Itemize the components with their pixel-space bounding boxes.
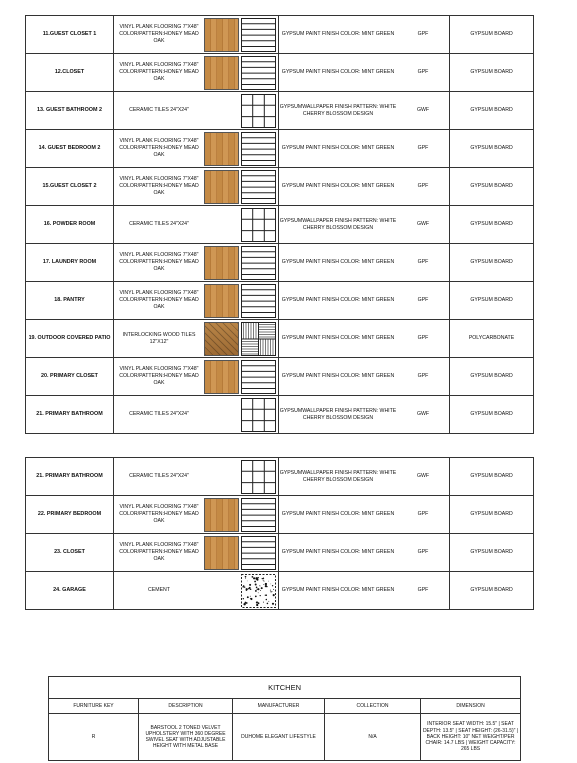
wall-finish bbox=[279, 572, 450, 610]
floor-finish bbox=[114, 534, 279, 572]
wood-plank-swatch bbox=[204, 498, 239, 532]
ceiling-finish: GYPSUM BOARD bbox=[450, 244, 534, 282]
floor-finish bbox=[114, 92, 279, 130]
furniture-key: R bbox=[49, 714, 139, 761]
table-row bbox=[26, 168, 534, 206]
wall-finish bbox=[279, 320, 450, 358]
wall-finish-text: GYPSUM PAINT FINISH COLOR: MINT GREEN bbox=[281, 373, 395, 380]
floor-finish-text: VINYL PLANK FLOORING 7"X48" COLOR/PATTERN:HONEY MEAD OAK bbox=[119, 290, 199, 310]
finish-code: GPF bbox=[417, 373, 429, 380]
room-name: 12.CLOSET bbox=[26, 54, 114, 92]
room-name: 20. PRIMARY CLOSET bbox=[26, 358, 114, 396]
floor-finish-text: CERAMIC TILES 24"X24" bbox=[129, 411, 189, 418]
wood-plank-swatch bbox=[204, 284, 239, 318]
floor-finish-text: CERAMIC TILES 24"X24" bbox=[129, 473, 189, 480]
wall-finish-text: GYPSUM PAINT FINISH COLOR: MINT GREEN bbox=[281, 587, 395, 594]
table-row bbox=[26, 496, 534, 534]
room-name: 21. PRIMARY BATHROOM bbox=[26, 458, 114, 496]
floor-finish bbox=[114, 572, 279, 610]
header-manufacturer: MANUFACTURER bbox=[233, 699, 325, 714]
floor-finish bbox=[114, 206, 279, 244]
wall-finish bbox=[279, 282, 450, 320]
floor-finish-text: VINYL PLANK FLOORING 7"X48" COLOR/PATTERN:HONEY MEAD OAK bbox=[119, 24, 199, 44]
floor-finish-text: VINYL PLANK FLOORING 7"X48" COLOR/PATTERN:HONEY MEAD OAK bbox=[119, 176, 199, 196]
tile-grid-icon bbox=[241, 94, 276, 128]
floor-finish bbox=[114, 282, 279, 320]
floor-finish-text: VINYL PLANK FLOORING 7"X48" COLOR/PATTERN:HONEY MEAD OAK bbox=[119, 504, 199, 524]
plank-hatch-icon bbox=[241, 284, 276, 318]
empty-swatch bbox=[204, 460, 239, 494]
wall-finish bbox=[279, 358, 450, 396]
empty-swatch bbox=[204, 94, 239, 128]
ceiling-finish: GYPSUM BOARD bbox=[450, 358, 534, 396]
finish-code: GPF bbox=[417, 511, 429, 518]
floor-finish bbox=[114, 358, 279, 396]
plank-hatch-icon bbox=[241, 170, 276, 204]
tile-grid-icon bbox=[241, 460, 276, 494]
ceiling-finish: GYPSUM BOARD bbox=[450, 458, 534, 496]
finish-schedule-table-1 bbox=[25, 15, 534, 434]
table-row bbox=[26, 244, 534, 282]
wood-plank-swatch bbox=[204, 246, 239, 280]
ceiling-finish: GYPSUM BOARD bbox=[450, 534, 534, 572]
plank-hatch-icon bbox=[241, 498, 276, 532]
floor-finish bbox=[114, 244, 279, 282]
wall-finish bbox=[279, 534, 450, 572]
floor-finish-text: VINYL PLANK FLOORING 7"X48" COLOR/PATTERN:HONEY MEAD OAK bbox=[119, 138, 199, 158]
table-row bbox=[26, 358, 534, 396]
table-row bbox=[49, 714, 521, 761]
ceiling-finish: GYPSUM BOARD bbox=[450, 130, 534, 168]
cement-stipple-icon bbox=[241, 574, 276, 608]
wall-finish bbox=[279, 54, 450, 92]
finish-code: GPF bbox=[417, 183, 429, 190]
wood-plank-swatch bbox=[204, 132, 239, 166]
wood-plank-swatch bbox=[204, 536, 239, 570]
parquet-pattern-icon bbox=[241, 322, 276, 356]
room-name: 11.GUEST CLOSET 1 bbox=[26, 16, 114, 54]
furniture-description: BARSTOOL 2 TONED VELVET UPHOLSTERY WITH 360 DEGREE SWIVEL SEAT WITH ADJUSTABLE HEIGHT WITH METAL BASE bbox=[139, 714, 233, 761]
finish-schedule-table-2 bbox=[25, 457, 534, 610]
wall-finish-text: GYPSUM PAINT FINISH COLOR: MINT GREEN bbox=[281, 335, 395, 342]
header-dimension: DIMENSION bbox=[421, 699, 521, 714]
plank-hatch-icon bbox=[241, 18, 276, 52]
wall-finish-text: GYPSUMWALLPAPER FINISH PATTERN: WHITE CHERRY BLOSSOM DESIGN bbox=[279, 103, 397, 117]
table-row bbox=[26, 54, 534, 92]
ceiling-finish: GYPSUM BOARD bbox=[450, 92, 534, 130]
finish-code: GPF bbox=[417, 335, 429, 342]
ceiling-finish: GYPSUM BOARD bbox=[450, 282, 534, 320]
room-name: 14. GUEST BEDROOM 2 bbox=[26, 130, 114, 168]
furniture-manufacturer: DUHOME ELEGANT LIFESTYLE bbox=[233, 714, 325, 761]
wall-finish-text: GYPSUMWALLPAPER FINISH PATTERN: WHITE CHERRY BLOSSOM DESIGN bbox=[279, 469, 397, 483]
room-name: 16. POWDER ROOM bbox=[26, 206, 114, 244]
plank-hatch-icon bbox=[241, 132, 276, 166]
floor-finish bbox=[114, 16, 279, 54]
room-name: 19. OUTDOOR COVERED PATIO bbox=[26, 320, 114, 358]
floor-finish-text: CEMENT bbox=[148, 587, 170, 594]
wall-finish-text: GYPSUM PAINT FINISH COLOR: MINT GREEN bbox=[281, 259, 395, 266]
floor-finish bbox=[114, 320, 279, 358]
wood-plank-swatch bbox=[204, 170, 239, 204]
table-row bbox=[26, 16, 534, 54]
wall-finish-text: GYPSUM PAINT FINISH COLOR: MINT GREEN bbox=[281, 145, 395, 152]
empty-swatch bbox=[204, 398, 239, 432]
wall-finish bbox=[279, 206, 450, 244]
wall-finish bbox=[279, 130, 450, 168]
header-furniture-key: FURNITURE KEY bbox=[49, 699, 139, 714]
ceiling-finish: GYPSUM BOARD bbox=[450, 168, 534, 206]
wall-finish-text: GYPSUM PAINT FINISH COLOR: MINT GREEN bbox=[281, 69, 395, 76]
wall-finish-text: GYPSUMWALLPAPER FINISH PATTERN: WHITE CHERRY BLOSSOM DESIGN bbox=[279, 217, 397, 231]
floor-finish-text: VINYL PLANK FLOORING 7"X48" COLOR/PATTERN:HONEY MEAD OAK bbox=[119, 252, 199, 272]
table-row bbox=[26, 282, 534, 320]
tile-grid-icon bbox=[241, 208, 276, 242]
wall-finish bbox=[279, 168, 450, 206]
room-name: 23. CLOSET bbox=[26, 534, 114, 572]
floor-finish-text: CERAMIC TILES 24"X24" bbox=[129, 107, 189, 114]
ceiling-finish: GYPSUM BOARD bbox=[450, 496, 534, 534]
wall-finish bbox=[279, 458, 450, 496]
finish-code: GWF bbox=[416, 221, 430, 228]
finish-code: GPF bbox=[417, 259, 429, 266]
table-row bbox=[26, 572, 534, 610]
room-name: 13. GUEST BATHROOM 2 bbox=[26, 92, 114, 130]
finish-code: GPF bbox=[417, 549, 429, 556]
kitchen-furniture-table bbox=[48, 676, 521, 761]
plank-hatch-icon bbox=[241, 360, 276, 394]
wood-plank-swatch bbox=[204, 56, 239, 90]
wall-finish bbox=[279, 92, 450, 130]
finish-code: GPF bbox=[417, 297, 429, 304]
room-name: 22. PRIMARY BEDROOM bbox=[26, 496, 114, 534]
wood-plank-swatch bbox=[204, 18, 239, 52]
plank-hatch-icon bbox=[241, 246, 276, 280]
finish-code: GPF bbox=[417, 587, 429, 594]
tile-grid-icon bbox=[241, 398, 276, 432]
empty-swatch bbox=[204, 208, 239, 242]
kitchen-title: KITCHEN bbox=[49, 677, 521, 699]
ceiling-finish: GYPSUM BOARD bbox=[450, 396, 534, 434]
wood-tile-swatch bbox=[204, 322, 239, 356]
header-description: DESCRIPTION bbox=[139, 699, 233, 714]
finish-code: GWF bbox=[416, 411, 430, 418]
wall-finish bbox=[279, 16, 450, 54]
floor-finish-text: CERAMIC TILES 24"X24" bbox=[129, 221, 189, 228]
finish-code: GWF bbox=[416, 473, 430, 480]
floor-finish-text: INTERLOCKING WOOD TILES 12"X12" bbox=[122, 331, 196, 345]
wall-finish-text: GYPSUM PAINT FINISH COLOR: MINT GREEN bbox=[281, 183, 395, 190]
table-row bbox=[26, 206, 534, 244]
wall-finish-text: GYPSUM PAINT FINISH COLOR: MINT GREEN bbox=[281, 31, 395, 38]
wall-finish bbox=[279, 496, 450, 534]
table-row bbox=[26, 320, 534, 358]
furniture-collection: N/A bbox=[325, 714, 421, 761]
ceiling-finish: GYPSUM BOARD bbox=[450, 206, 534, 244]
floor-finish bbox=[114, 458, 279, 496]
plank-hatch-icon bbox=[241, 536, 276, 570]
ceiling-finish: GYPSUM BOARD bbox=[450, 16, 534, 54]
room-name: 21. PRIMARY BATHROOM bbox=[26, 396, 114, 434]
wall-finish-text: GYPSUM PAINT FINISH COLOR: MINT GREEN bbox=[281, 297, 395, 304]
wall-finish-text: GYPSUM PAINT FINISH COLOR: MINT GREEN bbox=[281, 511, 395, 518]
wall-finish bbox=[279, 244, 450, 282]
floor-finish-text: VINYL PLANK FLOORING 7"X48" COLOR/PATTERN:HONEY MEAD OAK bbox=[119, 542, 199, 562]
table-row bbox=[26, 92, 534, 130]
ceiling-finish: POLYCARBONATE bbox=[450, 320, 534, 358]
table-row bbox=[26, 534, 534, 572]
room-name: 24. GARAGE bbox=[26, 572, 114, 610]
wall-finish bbox=[279, 396, 450, 434]
plank-hatch-icon bbox=[241, 56, 276, 90]
table-row bbox=[26, 130, 534, 168]
header-collection: COLLECTION bbox=[325, 699, 421, 714]
table-row bbox=[26, 396, 534, 434]
finish-code: GWF bbox=[416, 107, 430, 114]
floor-finish bbox=[114, 54, 279, 92]
furniture-dimension: INTERIOR SEAT WIDTH: 15.5" | SEAT DEPTH: 13.5" | SEAT HEIGHT: (26-31.5)" | BACK HEIGHT: 10" NET WEIGHT/PER CHAIR: 14.7 LBS | WEIGHT CAPACITY: 265 LBS bbox=[421, 714, 521, 761]
empty-swatch bbox=[204, 574, 239, 608]
floor-finish-text: VINYL PLANK FLOORING 7"X48" COLOR/PATTERN:HONEY MEAD OAK bbox=[119, 366, 199, 386]
finish-code: GPF bbox=[417, 69, 429, 76]
floor-finish-text: VINYL PLANK FLOORING 7"X48" COLOR/PATTERN:HONEY MEAD OAK bbox=[119, 62, 199, 82]
room-name: 17. LAUNDRY ROOM bbox=[26, 244, 114, 282]
wood-plank-swatch bbox=[204, 360, 239, 394]
floor-finish bbox=[114, 130, 279, 168]
floor-finish bbox=[114, 396, 279, 434]
table-row bbox=[26, 458, 534, 496]
ceiling-finish: GYPSUM BOARD bbox=[450, 54, 534, 92]
floor-finish bbox=[114, 496, 279, 534]
wall-finish-text: GYPSUM PAINT FINISH COLOR: MINT GREEN bbox=[281, 549, 395, 556]
room-name: 18. PANTRY bbox=[26, 282, 114, 320]
floor-finish bbox=[114, 168, 279, 206]
finish-code: GPF bbox=[417, 31, 429, 38]
ceiling-finish: GYPSUM BOARD bbox=[450, 572, 534, 610]
wall-finish-text: GYPSUMWALLPAPER FINISH PATTERN: WHITE CHERRY BLOSSOM DESIGN bbox=[279, 407, 397, 421]
room-name: 15.GUEST CLOSET 2 bbox=[26, 168, 114, 206]
finish-code: GPF bbox=[417, 145, 429, 152]
